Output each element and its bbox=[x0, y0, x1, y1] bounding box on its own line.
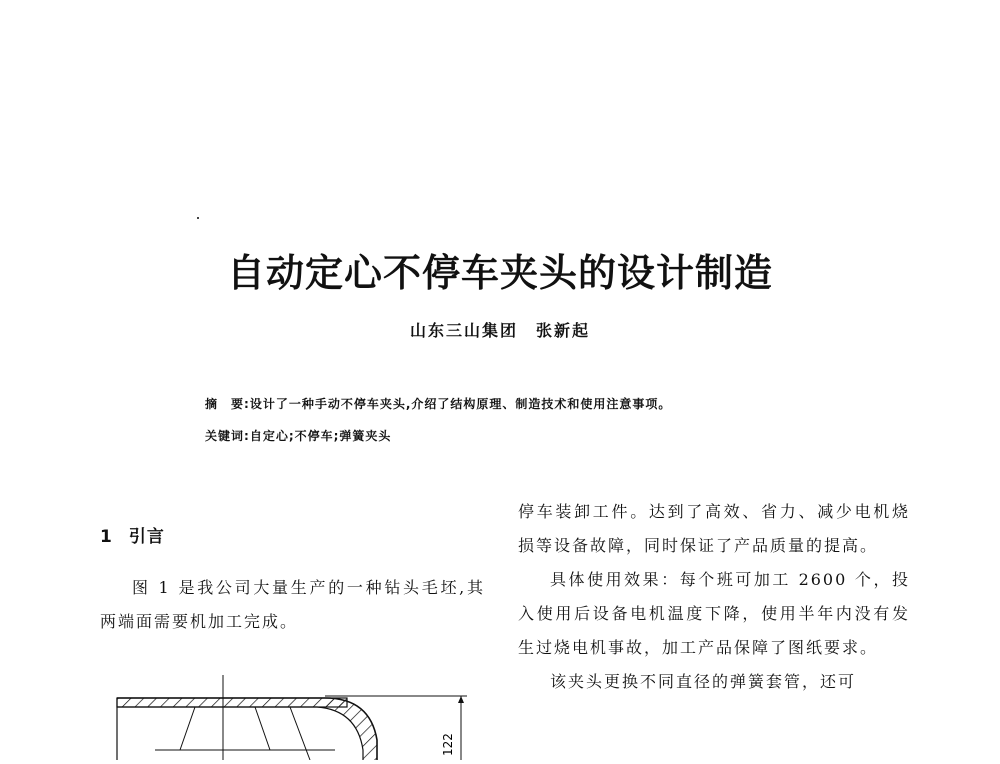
paragraph: 图 1 是我公司大量生产的一种钻头毛坯,其两端面需要机加工完成。 bbox=[100, 578, 485, 631]
right-column bbox=[518, 495, 910, 699]
section-title: 引言 bbox=[128, 527, 165, 547]
paragraph: 停车装卸工件。达到了高效、省力、减少电机烧损等设备故障，同时保证了产品质量的提高。 bbox=[518, 502, 910, 555]
section-number: 1 bbox=[100, 527, 113, 547]
taper-line bbox=[255, 707, 270, 750]
dimension-label: 122 bbox=[441, 733, 455, 756]
keywords-label: 关键词: bbox=[205, 429, 250, 443]
dimension-arrow bbox=[458, 696, 464, 703]
figure-1-drawing bbox=[95, 670, 475, 760]
taper-line bbox=[290, 707, 310, 760]
taper-line bbox=[180, 707, 195, 750]
author-line: 山东三山集团 张新起 bbox=[409, 321, 590, 340]
inner-profile bbox=[117, 707, 363, 760]
paragraph: 该夹头更换不同直径的弹簧套管，还可 bbox=[550, 672, 857, 691]
section-heading bbox=[100, 522, 165, 547]
technical-drawing bbox=[95, 670, 475, 760]
paper-title: 自动定心不停车夹头的设计制造 bbox=[226, 251, 773, 295]
abstract-label: 摘 要: bbox=[205, 397, 250, 411]
paragraph: 具体使用效果：每个班可加工 2600 个，投入使用后设备电机温度下降，使用半年内没有发生过烧电机事故，加工产品保障了图纸要求。 bbox=[518, 570, 910, 657]
left-column bbox=[100, 571, 485, 639]
abstract bbox=[205, 395, 671, 412]
hatched-end bbox=[317, 698, 377, 760]
keywords-text: 自定心;不停车;弹簧夹头 bbox=[249, 429, 392, 443]
stray-mark bbox=[197, 217, 199, 219]
keywords bbox=[205, 427, 391, 444]
abstract-text: 设计了一种手动不停车夹头,介绍了结构原理、制造技术和使用注意事项。 bbox=[249, 397, 672, 411]
hatched-wall bbox=[117, 698, 347, 707]
